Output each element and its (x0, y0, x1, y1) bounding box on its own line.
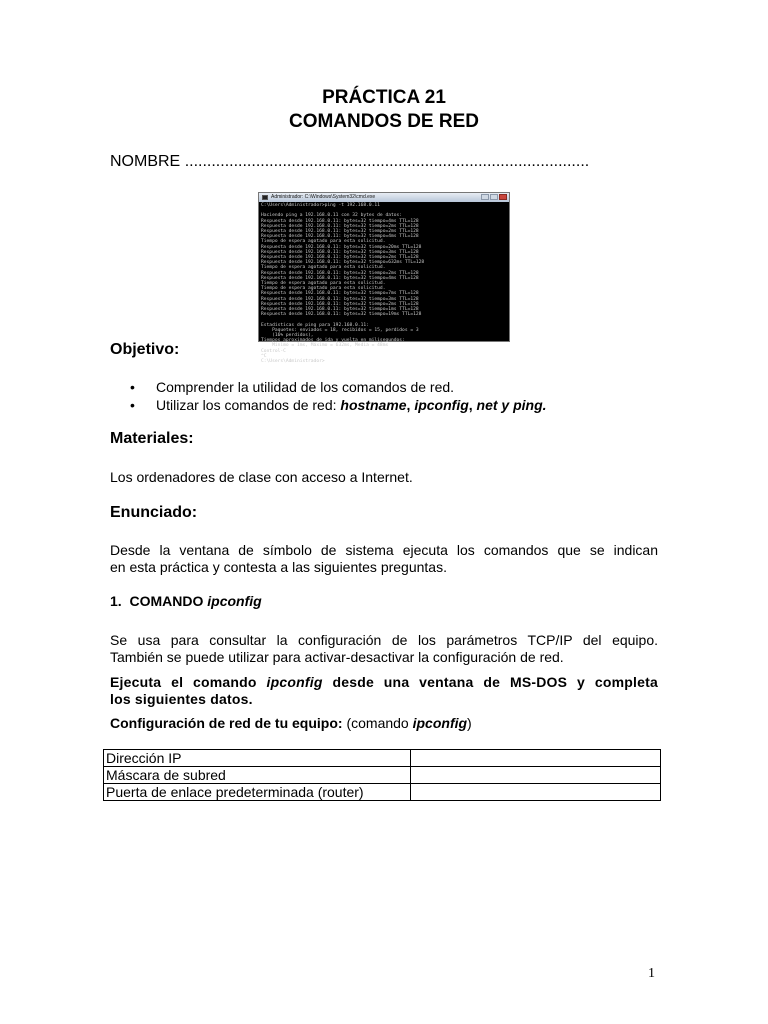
list-item: • Comprender la utilidad de los comandos de red. (130, 378, 547, 396)
terminal-line: Respuesta desde 192.168.0.11: bytes=32 tiempo=4ms TTL=128 (261, 234, 419, 240)
terminal-line: Haciendo ping a 192.168.0.11 con 32 bytes de datos: (261, 213, 403, 219)
instruction (110, 674, 658, 708)
terminal-line: Respuesta desde 192.168.0.11: bytes=32 tiempo=20ms TTL=128 (261, 244, 422, 250)
terminal-line: Estadísticas de ping para 192.168.0.11: (261, 322, 369, 328)
config-command: ipconfig (412, 715, 468, 731)
name-label: NOMBRE (110, 153, 181, 170)
list-item (130, 396, 547, 414)
command-ipconfig: ipconfig (414, 397, 469, 413)
cell-label: Puerta de enlace predeterminada (router) (104, 784, 411, 801)
terminal-line: Respuesta desde 192.168.0.11: bytes=32 tiempo=2ms TTL=128 (261, 270, 419, 276)
cell-value-gateway[interactable] (411, 784, 661, 801)
terminal-line: Respuesta desde 192.168.0.11: bytes=32 tiempo=3ms TTL=128 (261, 296, 419, 302)
command-hostname: hostname (340, 397, 407, 413)
section-command: ipconfig (207, 593, 262, 609)
page-subtitle: COMANDOS DE RED (288, 111, 479, 132)
terminal-line: Respuesta desde 192.168.0.11: bytes=32 tiempo=1ms TTL=128 (261, 307, 419, 313)
enunciado-line1: Desde la ventana de símbolo de sistema ejecuta los comandos que se indican (110, 542, 658, 558)
terminal-line: Respuesta desde 192.168.0.11: bytes=32 tiempo=632ms TTL=128 (261, 260, 425, 266)
description-line2: También se puede utilizar para activar-desactivar la configuración de red. (110, 649, 564, 665)
config-paren-open: (comando (342, 715, 413, 731)
enunciado-text (110, 542, 658, 576)
terminal-line: Respuesta desde 192.168.0.11: bytes=32 tiempo=4ms TTL=128 (261, 218, 419, 224)
network-config-table (103, 749, 661, 801)
name-field (110, 153, 589, 171)
instruction-line2: los siguientes datos. (110, 691, 253, 707)
cell-value-mask[interactable] (411, 767, 661, 784)
terminal-line: (16% perdidos), (261, 333, 314, 339)
description-line1: Se usa para consultar la configuración de los parámetros TCP/IP del equipo. (110, 632, 658, 648)
table-row (104, 784, 661, 801)
name-dots: ........................................................................................... (184, 153, 590, 170)
terminal-line: Respuesta desde 192.168.0.11: bytes=32 tiempo=2ms TTL=128 (261, 255, 419, 261)
terminal-line: Tiempos aproximados de ida y vuelta en milisegundos: (261, 338, 405, 344)
cell-label: Máscara de subred (104, 767, 411, 784)
config-label (110, 715, 472, 732)
terminal-line: C:\Users\Administrador>ping -t 192.168.0.11 (261, 203, 380, 208)
terminal-line: ^C (261, 353, 267, 359)
section-number: 1. (110, 593, 122, 609)
cell-label: Dirección IP (104, 750, 411, 767)
terminal-line: Respuesta desde 192.168.0.11: bytes=32 tiempo=2ms TTL=128 (261, 301, 419, 307)
terminal-line: Respuesta desde 192.168.0.11: bytes=32 tiempo=2ms TTL=128 (261, 223, 419, 229)
table-row (104, 767, 661, 784)
terminal-line: Tiempo de espera agotado para esta solicitud. (261, 239, 386, 245)
cell-value-ip[interactable] (411, 750, 661, 767)
maximize-icon (490, 194, 498, 200)
terminal-line: Respuesta desde 192.168.0.11: bytes=32 tiempo=19ms TTL=128 (261, 312, 422, 318)
command-net-ping: net y ping. (476, 397, 547, 413)
close-icon (499, 194, 507, 200)
separator: , (468, 397, 477, 413)
ipconfig-description (110, 632, 658, 666)
page-title: PRÁCTICA 21 (322, 87, 446, 108)
terminal-line: Tiempo de espera agotado para esta solicitud. (261, 286, 386, 292)
minimize-icon (481, 194, 489, 200)
terminal-title: Administrador: C:\Windows\System32\cmd.exe (271, 194, 376, 200)
materiales-text: Los ordenadores de clase con acceso a Internet. (110, 469, 413, 485)
instruction-part1: Ejecuta el comando (110, 674, 267, 690)
materiales-heading: Materiales: (110, 430, 194, 447)
terminal-line: Paquetes: enviados = 18, recibidos = 15, perdidos = 3 (261, 327, 419, 333)
section-label: COMANDO (129, 593, 208, 609)
terminal-titlebar (259, 193, 509, 202)
instruction-part2: desde una ventana de MS-DOS y completa (322, 674, 658, 690)
terminal-line: Respuesta desde 192.168.0.11: bytes=32 tiempo=3ms TTL=128 (261, 249, 419, 255)
window-controls (481, 194, 507, 200)
enunciado-line2: en esta práctica y contesta a las siguientes preguntas. (110, 559, 447, 575)
terminal-line: Respuesta desde 192.168.0.11: bytes=32 tiempo=7ms TTL=128 (261, 291, 419, 297)
terminal-line: Tiempo de espera agotado para esta solicitud. (261, 281, 386, 287)
terminal-line: Respuesta desde 192.168.0.11: bytes=32 tiempo=2ms TTL=128 (261, 229, 419, 235)
separator: , (406, 397, 415, 413)
terminal-line: C:\Users\Administrador> (261, 359, 325, 365)
table-row (104, 750, 661, 767)
config-paren-close: ) (467, 715, 472, 731)
enunciado-heading: Enunciado: (110, 504, 198, 521)
terminal-screenshot (258, 192, 510, 365)
objetivo-list (130, 378, 547, 414)
section-heading (110, 593, 262, 609)
objetivo-heading: Objetivo: (110, 341, 180, 358)
cmd-icon (262, 195, 268, 200)
terminal-output (259, 202, 509, 365)
terminal-line: Mínimo = 1ms, Máximo = 632ms, Media = 48ms (261, 343, 389, 349)
terminal-line: Respuesta desde 192.168.0.11: bytes=32 tiempo=4ms TTL=128 (261, 275, 419, 281)
page-number: 1 (648, 966, 655, 981)
terminal-line: Control-C (261, 348, 286, 354)
bullet-prefix: Utilizar los comandos de red: (156, 397, 341, 413)
instruction-command: ipconfig (266, 674, 323, 690)
terminal-line: Tiempo de espera agotado para esta solicitud. (261, 265, 386, 271)
config-label-bold: Configuración de red de tu equipo: (110, 715, 343, 731)
